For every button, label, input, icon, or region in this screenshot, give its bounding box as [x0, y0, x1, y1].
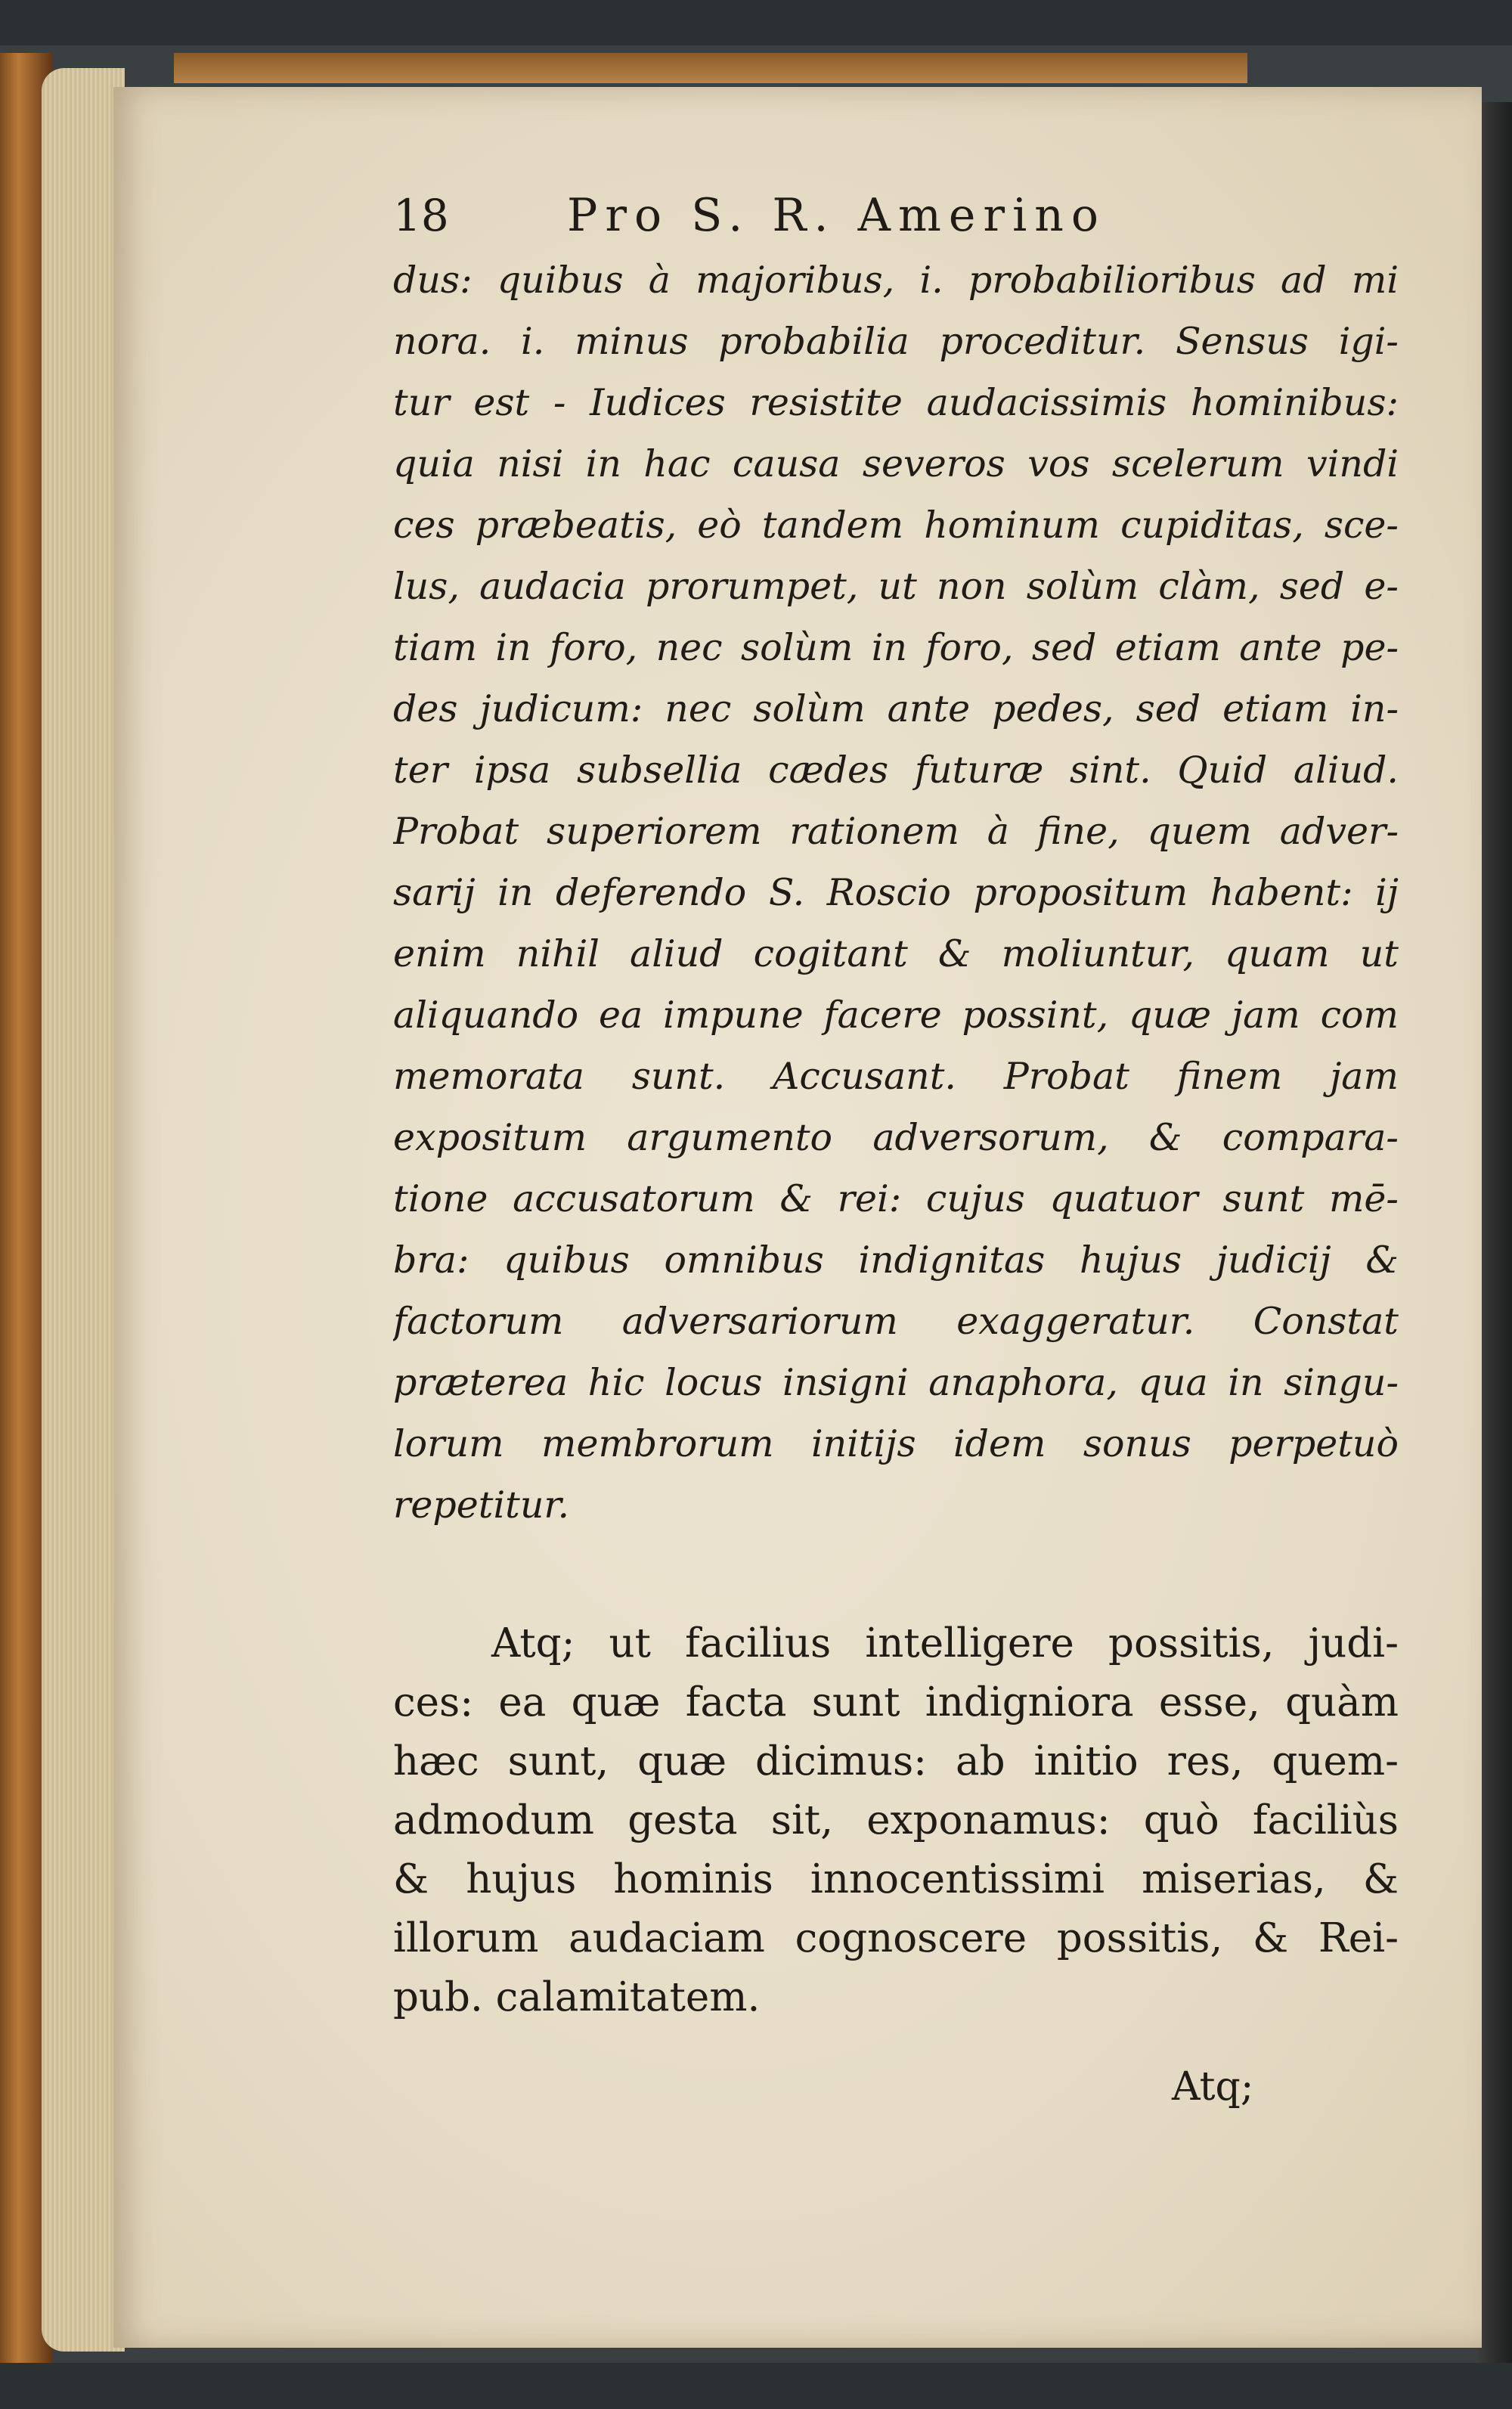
text-line: admodum gesta sit, exponamus: quò faciliùs	[393, 1797, 1399, 1843]
commentary-line: præterea hic locus insigni anaphora, qua in singu-	[393, 1361, 1399, 1404]
commentary-line: bra: quibus omnibus indignitas hujus judicij &	[393, 1239, 1399, 1282]
page-number: 18	[393, 190, 449, 241]
text-line: illorum audaciam cognoscere possitis, & Rei-	[393, 1915, 1399, 1961]
running-head	[393, 181, 1452, 250]
catchword: Atq;	[1172, 2064, 1254, 2110]
commentary-line: ces præbeatis, eò tandem hominum cupiditas, sce-	[393, 504, 1399, 547]
commentary-line: enim nihil aliud cogitant & moliuntur, quam ut	[393, 932, 1399, 975]
commentary-line: quia nisi in hac causa severos vos scelerum vindi	[393, 442, 1399, 485]
commentary-line: des judicum: nec solùm ante pedes, sed etiam in-	[393, 687, 1399, 730]
commentary-block	[393, 250, 1399, 1536]
book-cover-top	[174, 53, 1247, 83]
commentary-line: repetitur.	[393, 1484, 570, 1527]
commentary-line: memorata sunt. Accusant. Probat finem jam	[393, 1055, 1399, 1098]
commentary-line: ter ipsa subsellia cædes futuræ sint. Quid aliud.	[393, 749, 1399, 792]
text-line: hæc sunt, quæ dicimus: ab initio res, quem-	[393, 1738, 1399, 1784]
running-title: Pro S. R. Amerino	[567, 189, 1107, 242]
main-text-block	[393, 1614, 1399, 2027]
commentary-line: lorum membrorum initijs idem sonus perpetuò	[393, 1422, 1399, 1465]
commentary-line: lus, audacia prorumpet, ut non solùm clàm, sed e-	[393, 565, 1399, 608]
text-line: pub. calamitatem.	[393, 1974, 761, 2020]
text-line: Atq; ut facilius intelligere possitis, judi-	[491, 1620, 1399, 1666]
background-bottom	[0, 2363, 1512, 2409]
commentary-line: tiam in foro, nec solùm in foro, sed etiam ante pe-	[393, 626, 1399, 669]
facing-page-edge	[1478, 102, 1512, 2409]
commentary-line: Probat superiorem rationem à fine, quem adver-	[393, 810, 1399, 853]
text-line: & hujus hominis innocentissimi miserias, &	[393, 1856, 1399, 1902]
page-edges	[42, 68, 125, 2352]
text-line: ces: ea quæ facta sunt indigniora esse, quàm	[393, 1679, 1399, 1725]
commentary-line: tione accusatorum & rei: cujus quatuor sunt mē-	[393, 1177, 1399, 1220]
commentary-line: expositum argumento adversorum, & compara-	[393, 1116, 1399, 1159]
commentary-line: factorum adversariorum exaggeratur. Constat	[393, 1300, 1399, 1343]
commentary-line: aliquando ea impune facere possint, quæ jam com	[393, 994, 1399, 1037]
commentary-line: sarij in deferendo S. Roscio propositum habent: ij	[393, 871, 1399, 914]
commentary-line: tur est - Iudices resistite audacissimis hominibus:	[393, 381, 1399, 424]
commentary-line: dus: quibus à majoribus, i. probabilioribus ad mi	[393, 259, 1399, 302]
commentary-line: nora. i. minus probabilia proceditur. Sensus igi-	[393, 320, 1399, 363]
